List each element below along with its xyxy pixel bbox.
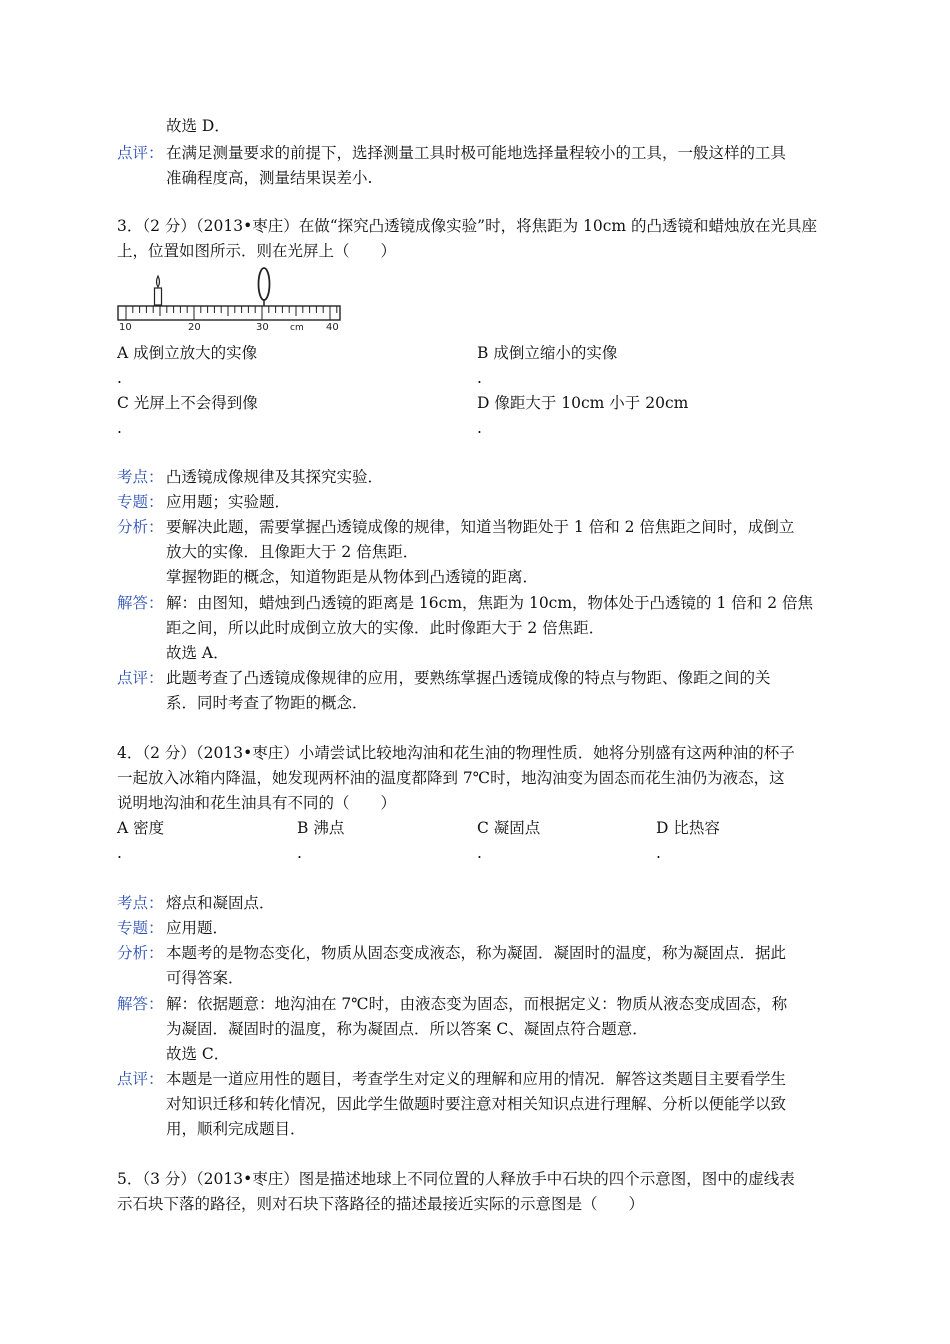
q4-dianping-line-2: 对知识迁移和转化情况，因此学生做题时要注意对相关知识点进行理解、分析以便能学以致 [166, 1095, 787, 1113]
q4-option-d: D 比热容 [656, 819, 720, 837]
q3-kaodian: 凸透镜成像规律及其探究实验． [166, 468, 384, 486]
bench-rail [118, 306, 340, 320]
q4-dianping-label: 点评： [117, 1070, 164, 1088]
q4-kaodian-label: 考点： [117, 894, 164, 912]
q4-fenxi-line-1: 本题考的是物态变化，物质从固态变成液态，称为凝固．凝固时的温度，称为凝固点．据此 [166, 944, 787, 962]
q4-zhuanti-label: 专题： [117, 919, 164, 937]
q4-option-d-dot: . [656, 844, 661, 862]
q3-jieda-label: 解答： [117, 594, 164, 612]
q4-option-b-dot: . [297, 844, 302, 862]
tick-label-30: 30 [256, 322, 269, 333]
q3-option-d-dot: . [477, 419, 482, 437]
convex-lens-icon [259, 268, 270, 306]
q2-comment-label: 点评： [117, 144, 164, 162]
q4-jieda-line-1: 解：依据题意：地沟油在 7℃时，由液态变为固态，而根据定义：物质从液态变成固态，称 [166, 995, 788, 1013]
q3-dianping-label: 点评： [117, 669, 164, 687]
q4-stem-line-3: 说明地沟油和花生油具有不同的（ ） [117, 794, 397, 812]
q2-comment-line-1: 在满足测量要求的前提下，选择测量工具时极可能地选择量程较小的工具，一般这样的工具 [166, 144, 787, 162]
q3-option-c-dot: . [117, 419, 122, 437]
q5-stem-line-2: 示石块下落的路径，则对石块下落路径的描述最接近实际的示意图是（ ） [117, 1195, 645, 1213]
q3-dianping-line-2: 系．同时考查了物距的概念． [166, 694, 368, 712]
q4-zhuanti: 应用题． [166, 919, 229, 937]
q5-stem-line-1: 5．（3 分）（2013•枣庄）图是描述地球上不同位置的人释放手中石块的四个示意图，图中的虚线表 [117, 1170, 795, 1188]
tick-label-10: 10 [119, 322, 132, 333]
q4-option-b: B 沸点 [297, 819, 345, 837]
q4-option-a-dot: . [117, 844, 122, 862]
optical-bench-figure [114, 266, 346, 336]
q4-option-a: A 密度 [117, 819, 165, 837]
q4-option-c-dot: . [477, 844, 482, 862]
q2-comment-line-2: 准确程度高，测量结果误差小. [166, 169, 373, 187]
q3-kaodian-label: 考点： [117, 468, 164, 486]
q3-jieda-line-2: 距之间，所以此时成倒立放大的实像．此时像距大于 2 倍焦距． [166, 619, 605, 637]
q3-option-d: D 像距大于 10cm 小于 20cm [477, 394, 689, 412]
tick-label-40: 40 [326, 322, 339, 333]
q4-stem-line-2: 一起放入冰箱内降温，她发现两杯油的温度都降到 7℃时，地沟油变为固态而花生油仍为液态，这 [117, 769, 785, 787]
q3-fenxi-line-1: 要解决此题，需要掌握凸透镜成像的规律，知道当物距处于 1 倍和 2 倍焦距之间时，成倒立 [166, 518, 795, 536]
tick-unit-cm: cm [290, 323, 304, 333]
q3-zhuanti-label: 专题： [117, 493, 164, 511]
q3-option-a: A 成倒立放大的实像 [117, 344, 258, 362]
q4-jieda-line-2: 为凝固．凝固时的温度，称为凝固点．所以答案 C、凝固点符合题意． [166, 1020, 648, 1038]
q3-option-b-dot: . [477, 369, 482, 387]
q4-fenxi-label: 分析： [117, 944, 164, 962]
q3-option-c: C 光屏上不会得到像 [117, 394, 258, 412]
q3-stem-line-2: 上，位置如图所示．则在光屏上（ ） [117, 242, 397, 260]
q4-option-c: C 凝固点 [477, 819, 541, 837]
q2-conclusion: 故选 D． [166, 117, 230, 135]
q4-kaodian: 熔点和凝固点． [166, 894, 275, 912]
q3-option-a-dot: . [117, 369, 122, 387]
q4-dianping-line-1: 本题是一道应用性的题目，考查学生对定义的理解和应用的情况．解答这类题目主要看学生 [166, 1070, 787, 1088]
q4-dianping-line-3: 用，顺利完成题目． [166, 1120, 306, 1138]
q4-fenxi-line-2: 可得答案． [166, 969, 244, 987]
q3-jieda-line-1: 解：由图知，蜡烛到凸透镜的距离是 16cm，焦距为 10cm，物体处于凸透镜的 1 倍和 2 倍焦 [166, 594, 813, 612]
q3-jieda-line-3: 故选 A． [166, 644, 229, 662]
q3-fenxi-line-3: 掌握物距的概念，知道物距是从物体到凸透镜的距离． [166, 568, 539, 586]
q3-dianping-line-1: 此题考查了凸透镜成像规律的应用，要熟练掌握凸透镜成像的特点与物距、像距之间的关 [166, 669, 771, 687]
bench-ticks [126, 306, 337, 320]
q3-zhuanti: 应用题；实验题． [166, 493, 291, 511]
q4-jieda-label: 解答： [117, 995, 164, 1013]
q3-fenxi-line-2: 放大的实像．且像距大于 2 倍焦距． [166, 543, 419, 561]
q4-jieda-line-3: 故选 C． [166, 1045, 230, 1063]
q4-stem-line-1: 4．（2 分）（2013•枣庄）小靖尝试比较地沟油和花生油的物理性质．她将分别盛有这两种油的杯子 [117, 744, 795, 762]
q3-stem-line-1: 3．（2 分）（2013•枣庄）在做“探究凸透镜成像实验”时，将焦距为 10cm 的凸透镜和蜡烛放在光具座 [117, 217, 818, 235]
q3-option-b: B 成倒立缩小的实像 [477, 344, 618, 362]
q3-fenxi-label: 分析： [117, 518, 164, 536]
tick-label-20: 20 [188, 322, 201, 333]
candle-icon [155, 276, 162, 305]
